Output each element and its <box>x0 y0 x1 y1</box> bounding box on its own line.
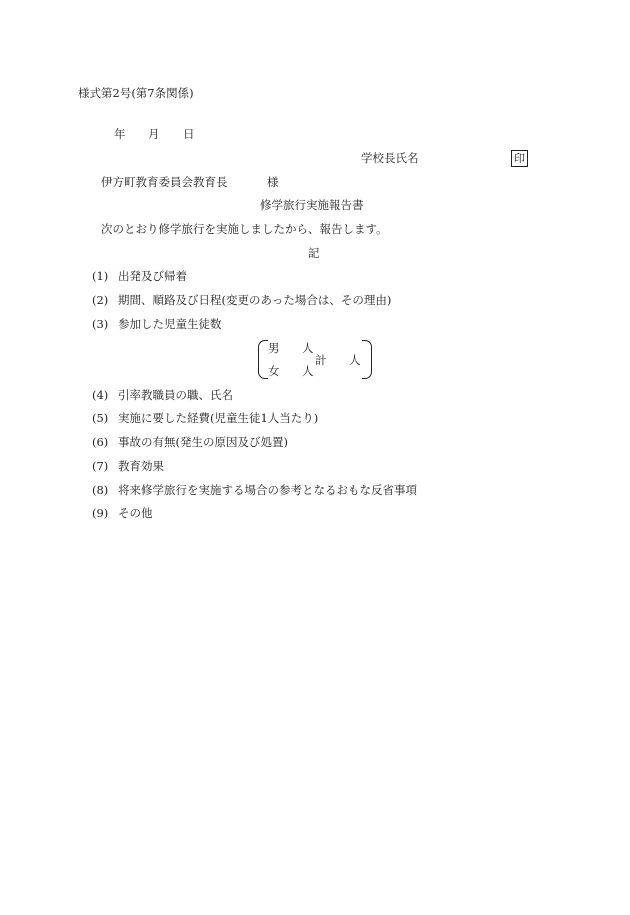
document-title: 修学旅行実施報告書 <box>260 198 364 212</box>
item-text: 事故の有無(発生の原因及び処置) <box>118 435 288 449</box>
total-label: 計 <box>315 353 327 367</box>
addressee-name: 伊方町教育委員会教育長 <box>101 175 228 189</box>
date-day: 日 <box>183 127 195 141</box>
male-unit: 人 <box>302 341 314 355</box>
item-number: (7) <box>92 459 109 473</box>
left-bracket <box>258 340 268 379</box>
principal-name-label: 学校長氏名 <box>361 151 419 165</box>
item-text: その他 <box>118 506 153 520</box>
item-text: 実施に要した経費(児童生徒1人当たり) <box>118 411 319 425</box>
ki-heading: 記 <box>308 246 320 260</box>
item-text: 引率教職員の職、氏名 <box>118 388 233 402</box>
form-number: 様式第2号(第7条関係) <box>78 86 194 100</box>
item-text: 教育効果 <box>118 459 164 473</box>
item-number: (4) <box>92 388 109 402</box>
item-number: (5) <box>92 411 109 425</box>
date-year: 年 <box>114 127 126 141</box>
item-number: (8) <box>92 483 109 497</box>
female-label: 女 <box>268 364 280 378</box>
female-unit: 人 <box>302 364 314 378</box>
item-number: (3) <box>92 317 109 331</box>
item-number: (6) <box>92 435 109 449</box>
item-number: (2) <box>92 293 109 307</box>
intro-text: 次のとおり修学旅行を実施しましたから、報告します。 <box>101 222 388 236</box>
seal-mark: 印 <box>511 150 528 167</box>
item-text: 将来修学旅行を実施する場合の参考となるおもな反省事項 <box>118 483 417 497</box>
item-text: 期間、順路及び日程(変更のあった場合は、その理由) <box>118 293 392 307</box>
item-text: 参加した児童生徒数 <box>118 317 222 331</box>
addressee-honorific: 様 <box>267 175 279 189</box>
item-number: (9) <box>92 506 109 520</box>
date-month: 月 <box>148 127 160 141</box>
item-text: 出発及び帰着 <box>118 269 187 283</box>
right-bracket <box>362 340 372 379</box>
item-number: (1) <box>92 269 109 283</box>
male-label: 男 <box>268 341 280 355</box>
total-unit: 人 <box>349 353 361 367</box>
